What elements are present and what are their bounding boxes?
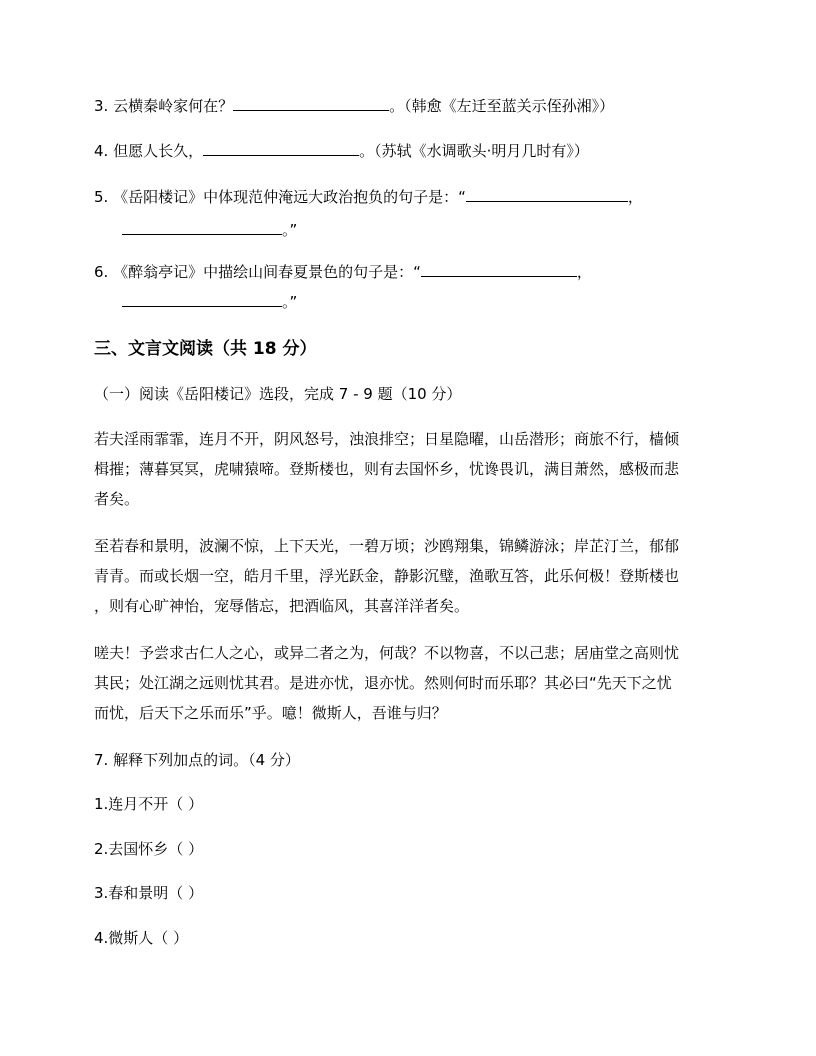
answer-blank[interactable] [421,261,577,277]
question-6-end: 。” [282,293,298,311]
question-6-comma: ， [576,263,592,281]
question-7-title: 7. 解释下列加点的词。（4 分） [94,751,300,769]
passage-paragraph-1 [94,424,724,514]
question-6 [94,261,592,282]
question-3 [94,95,614,116]
passage-line: 至若春和景明，波澜不惊，上下天光，一碧万顷；沙鸥翔集，锦鳞游泳；岸芷汀兰，郁郁 [94,537,680,555]
passage-line: ，则有心旷神怡，宠辱偕忘，把酒临风，其喜洋洋者矣。 [94,597,470,615]
question-6-continued [122,291,297,312]
question-3-source: 。（韩愈《左迁至蓝关示侄孙湘》） [389,97,615,115]
passage-line: 其民；处江湖之远则忧其君。是进亦忧，退亦忧。然则何时而乐耶？其必曰“先天下之忧 [94,674,672,692]
passage-line: 者矣。 [94,490,140,508]
passage-line: 若夫淫雨霏霏，连月不开，阴风怒号，浊浪排空；日星隐曜，山岳潜形；商旅不行，樯倾 [94,430,680,448]
question-4 [94,140,589,161]
part-1-title: （一）阅读《岳阳楼记》选段，完成 7 - 9 题（10 分） [94,385,462,403]
question-7-item-3: 3.春和景明（ ） [94,884,204,902]
answer-blank[interactable] [233,95,389,111]
question-7-item-4: 4.微斯人（ ） [94,929,189,947]
question-5-text: 5. 《岳阳楼记》中体现范仲淹远大政治抱负的句子是：“ [94,188,466,206]
answer-blank[interactable] [466,186,628,202]
section-3-title: 三、文言文阅读（共 18 分） [94,339,317,359]
question-4-source: 。（苏轼《水调歌头·明月几时有》） [359,142,589,160]
passage-line: 青青。而或长烟一空，皓月千里，浮光跃金，静影沉璧，渔歌互答，此乐何极！登斯楼也 [94,567,680,585]
question-7-item-1: 1.连月不开（ ） [94,795,204,813]
question-5-end: 。” [282,221,298,239]
question-5-comma: ， [627,188,643,206]
question-5 [94,186,643,207]
answer-blank[interactable] [122,219,282,235]
passage-line: 嗟夫！予尝求古仁人之心，或异二者之为，何哉？不以物喜，不以己悲；居庙堂之高则忧 [94,644,680,662]
question-5-continued [122,219,297,240]
passage-paragraph-3 [94,638,724,728]
question-7-item-2: 2.去国怀乡（ ） [94,840,204,858]
answer-blank[interactable] [203,140,359,156]
question-4-text: 4. 但愿人长久， [94,142,204,160]
passage-line: 而忧，后天下之乐而乐”乎。噫！微斯人，吾谁与归？ [94,704,447,722]
question-3-text: 3. 云横秦岭家何在？ [94,97,234,115]
answer-blank[interactable] [122,291,282,307]
passage-paragraph-2 [94,531,724,621]
passage-line: 楫摧；薄暮冥冥，虎啸猿啼。登斯楼也，则有去国怀乡，忧谗畏讥，满目萧然，感极而悲 [94,460,680,478]
question-6-text: 6. 《醉翁亭记》中描绘山间春夏景色的句子是：“ [94,263,421,281]
